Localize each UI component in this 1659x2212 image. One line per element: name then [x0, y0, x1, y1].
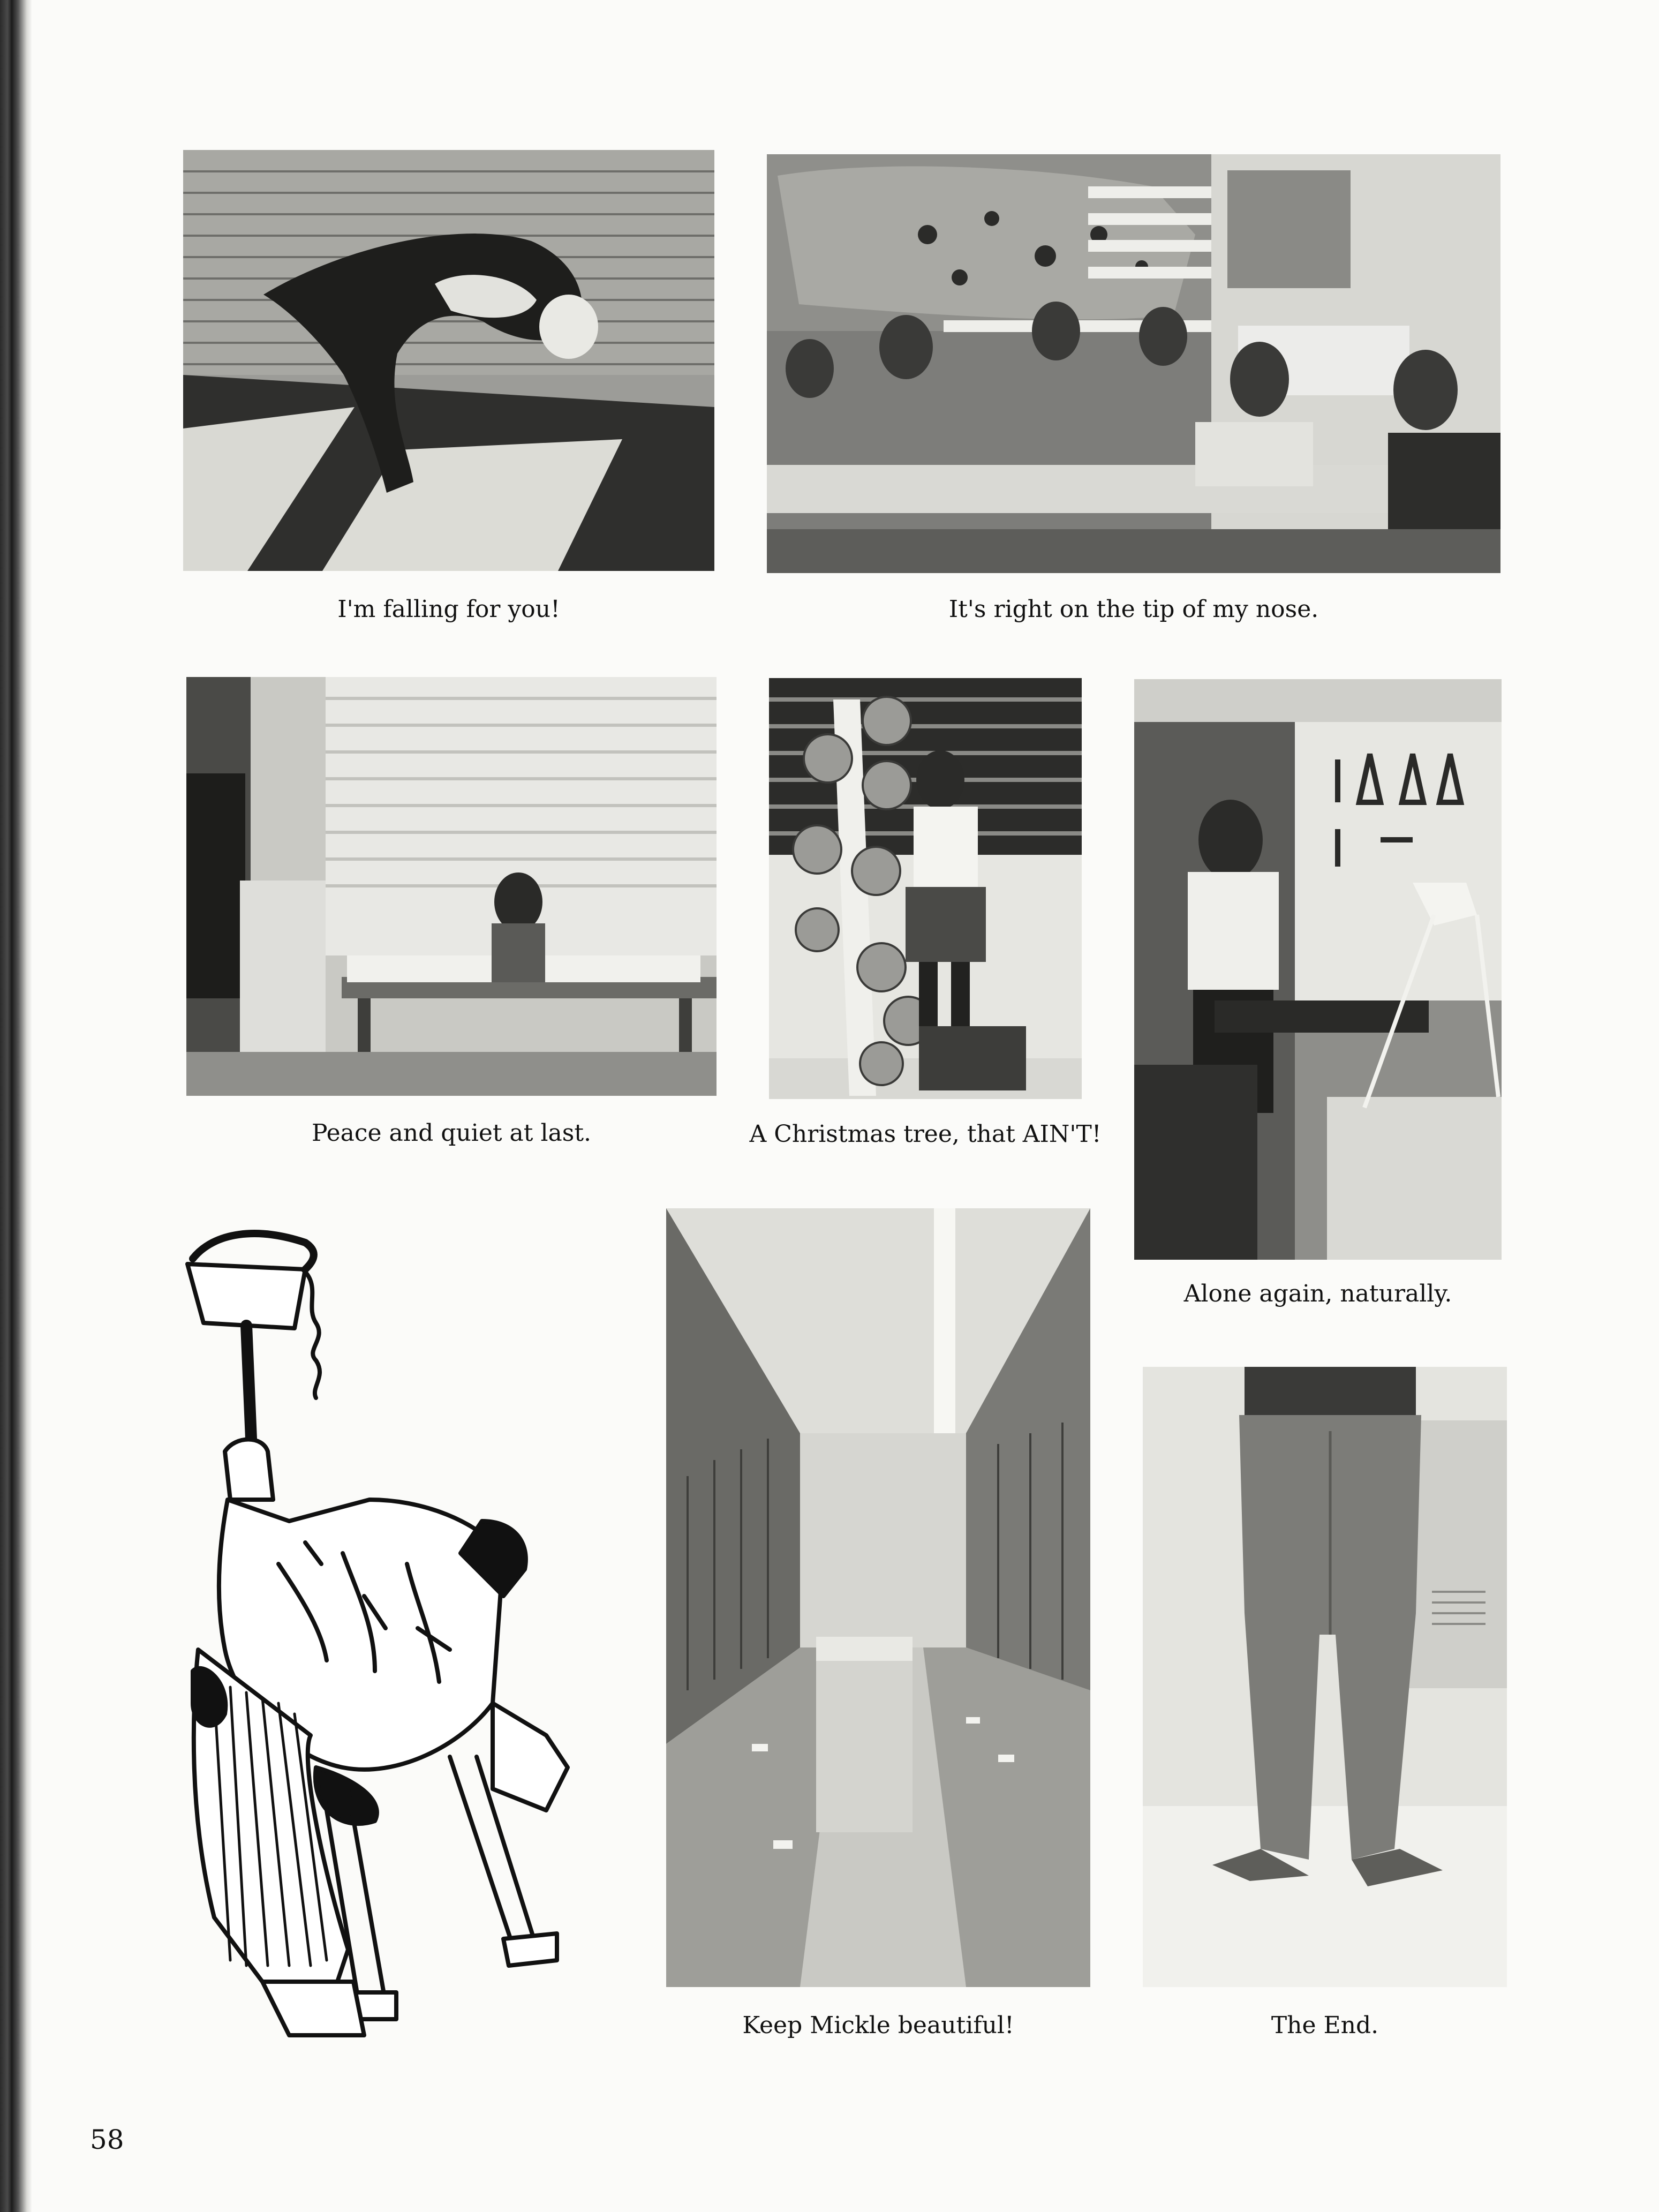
photo-classroom — [767, 154, 1500, 573]
caption-gymnast: I'm falling for you! — [337, 596, 560, 623]
photo-christmas — [769, 678, 1082, 1099]
janitor-broom-drawing — [182, 1221, 632, 2051]
caption-classroom: It's right on the tip of my nose. — [948, 596, 1319, 623]
photo-hallway — [666, 1208, 1090, 1987]
photo-gymnast — [183, 150, 714, 571]
page-number: 58 — [90, 2124, 124, 2155]
caption-hallway: Keep Mickle beautiful! — [742, 2012, 1014, 2039]
photo-shop — [1134, 679, 1502, 1260]
photo-desk — [186, 677, 717, 1096]
caption-shop: Alone again, naturally. — [1183, 1280, 1452, 1307]
caption-christmas: A Christmas tree, that AIN'T! — [749, 1120, 1102, 1148]
caption-the-end: The End. — [1271, 2012, 1379, 2039]
book-binding-edge — [0, 0, 32, 2212]
caption-desk: Peace and quiet at last. — [311, 1119, 592, 1147]
photo-the-end — [1143, 1367, 1507, 1987]
